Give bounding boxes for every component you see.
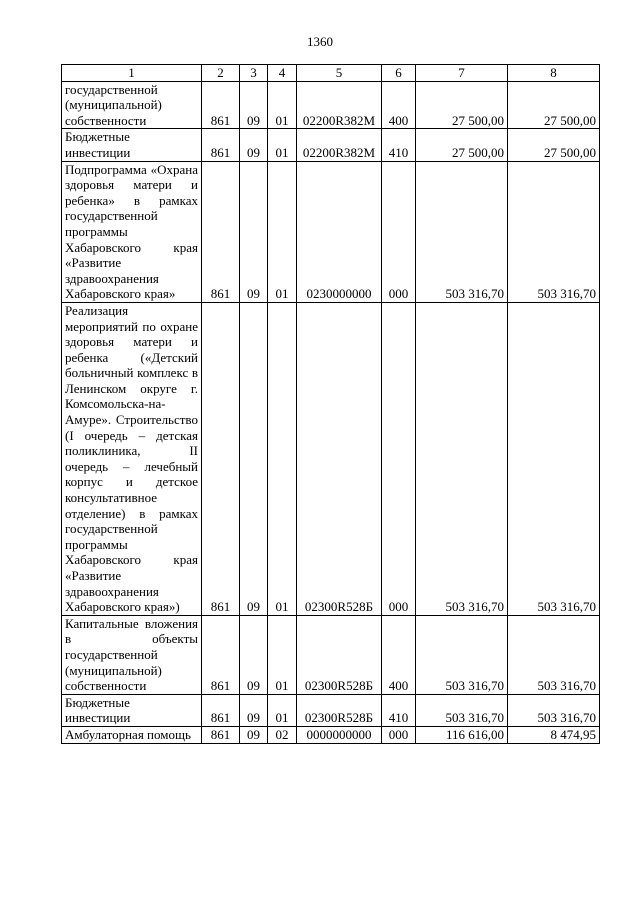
cell-admin-code: 861	[202, 726, 240, 743]
cell-section: 09	[240, 161, 268, 302]
cell-amount-funded: 503 316,70	[508, 161, 600, 302]
cell-amount-planned: 503 316,70	[416, 615, 508, 694]
column-header: 8	[508, 65, 600, 82]
table-row	[62, 726, 600, 743]
cell-admin-code: 861	[202, 302, 240, 615]
cell-amount-planned: 503 316,70	[416, 694, 508, 726]
column-header: 7	[416, 65, 508, 82]
cell-target-article: 02300R528Б	[297, 694, 382, 726]
row-name: Амбулаторная помощь	[62, 726, 202, 743]
cell-expense-type: 410	[382, 129, 416, 161]
cell-target-article: 0000000000	[297, 726, 382, 743]
cell-expense-type: 000	[382, 726, 416, 743]
cell-subsection: 01	[268, 81, 297, 129]
cell-section: 09	[240, 81, 268, 129]
cell-section: 09	[240, 302, 268, 615]
row-name: Бюджетные инвестиции	[62, 129, 202, 161]
page-number: 1360	[307, 34, 333, 49]
cell-section: 09	[240, 694, 268, 726]
cell-amount-funded: 503 316,70	[508, 615, 600, 694]
cell-amount-funded: 503 316,70	[508, 694, 600, 726]
cell-subsection: 01	[268, 694, 297, 726]
cell-target-article: 02300R528Б	[297, 615, 382, 694]
cell-target-article: 02200R382M	[297, 81, 382, 129]
cell-section: 09	[240, 726, 268, 743]
cell-admin-code: 861	[202, 81, 240, 129]
cell-expense-type: 400	[382, 81, 416, 129]
row-name: Реализация мероприятий по охране здоровья матери и ребенка («Детский больничный комплекс в Ленинском округе г. Комсомольска-на-Амуре». Строительство (I очередь – детская поликлиника, II очередь – лечебный корпус и детское консультативное отделение) в рамках государственной программы Хабаровского края «Развитие здравоохранения Хабаровского края»)	[62, 302, 202, 615]
column-header: 2	[202, 65, 240, 82]
column-header: 5	[297, 65, 382, 82]
cell-admin-code: 861	[202, 615, 240, 694]
table-row	[62, 129, 600, 161]
cell-expense-type: 000	[382, 302, 416, 615]
cell-amount-planned: 503 316,70	[416, 302, 508, 615]
cell-amount-planned: 503 316,70	[416, 161, 508, 302]
cell-admin-code: 861	[202, 161, 240, 302]
cell-amount-funded: 27 500,00	[508, 129, 600, 161]
cell-amount-planned: 27 500,00	[416, 81, 508, 129]
table-header-row	[62, 65, 600, 82]
cell-expense-type: 000	[382, 161, 416, 302]
cell-section: 09	[240, 129, 268, 161]
column-header: 4	[268, 65, 297, 82]
row-name: государственной (муниципальной) собственности	[62, 81, 202, 129]
budget-table	[61, 64, 600, 744]
cell-subsection: 01	[268, 129, 297, 161]
cell-subsection: 01	[268, 302, 297, 615]
row-name: Капитальные вложения в объекты государственной (муниципальной) собственности	[62, 615, 202, 694]
cell-section: 09	[240, 615, 268, 694]
column-header: 3	[240, 65, 268, 82]
cell-amount-planned: 116 616,00	[416, 726, 508, 743]
cell-target-article: 0230000000	[297, 161, 382, 302]
cell-expense-type: 410	[382, 694, 416, 726]
cell-expense-type: 400	[382, 615, 416, 694]
row-name: Бюджетные инвестиции	[62, 694, 202, 726]
row-name: Подпрограмма «Охрана здоровья матери и ребенка» в рамках государственной программы Хабаровского края «Развитие здравоохранения Хабаровского края»	[62, 161, 202, 302]
cell-amount-funded: 27 500,00	[508, 81, 600, 129]
cell-admin-code: 861	[202, 129, 240, 161]
table-row	[62, 615, 600, 694]
cell-subsection: 01	[268, 161, 297, 302]
cell-amount-funded: 8 474,95	[508, 726, 600, 743]
column-header: 1	[62, 65, 202, 82]
cell-amount-planned: 27 500,00	[416, 129, 508, 161]
table-row	[62, 81, 600, 129]
cell-amount-funded: 503 316,70	[508, 302, 600, 615]
table-row	[62, 694, 600, 726]
cell-subsection: 01	[268, 615, 297, 694]
cell-target-article: 02200R382M	[297, 129, 382, 161]
cell-admin-code: 861	[202, 694, 240, 726]
column-header: 6	[382, 65, 416, 82]
table-row	[62, 302, 600, 615]
cell-subsection: 02	[268, 726, 297, 743]
cell-target-article: 02300R528Б	[297, 302, 382, 615]
table-row	[62, 161, 600, 302]
